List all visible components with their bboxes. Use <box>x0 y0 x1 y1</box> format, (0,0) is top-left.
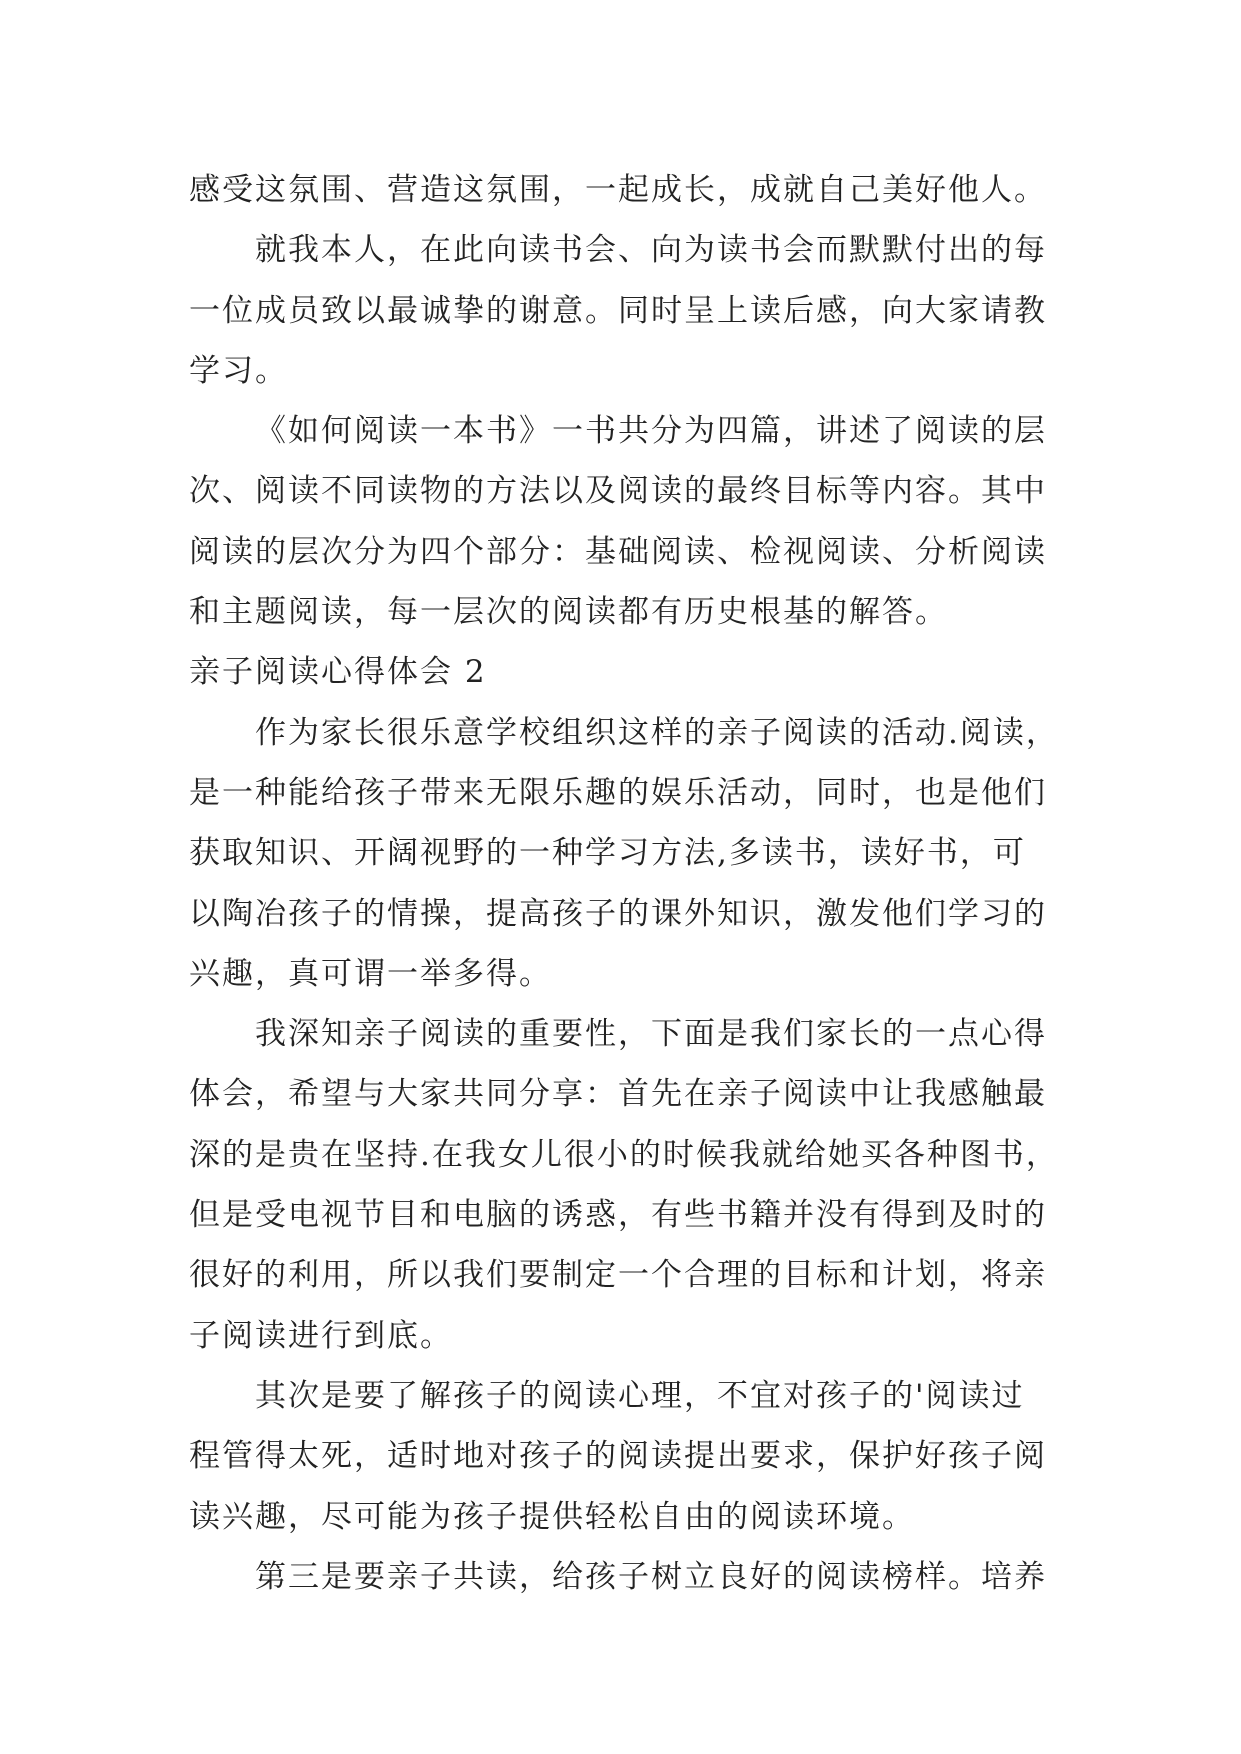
text-line: 是一种能给孩子带来无限乐趣的娱乐活动，同时，也是他们 <box>189 774 1047 811</box>
text-line: 和主题阅读，每一层次的阅读都有历史根基的解答。 <box>189 594 948 631</box>
text-line: 阅读的层次分为四个部分：基础阅读、检视阅读、分析阅读 <box>189 533 1047 570</box>
text-line: 感受这氛围、营造这氛围，一起成长，成就自己美好他人。 <box>189 172 1047 208</box>
text-line: 第三是要亲子共读，给孩子树立良好的阅读榜样。培养 <box>255 1558 1047 1595</box>
text-line: 我深知亲子阅读的重要性，下面是我们家长的一点心得 <box>255 1016 1047 1053</box>
text-line: 子阅读进行到底。 <box>189 1317 453 1354</box>
text-line: 但是受电视节目和电脑的诱惑，有些书籍并没有得到及时的 <box>189 1197 1047 1234</box>
text-line: 作为家长很乐意学校组织这样的亲子阅读的活动.阅读， <box>255 714 1059 751</box>
text-line: 获取知识、开阔视野的一种学习方法,多读书，读好书，可 <box>189 835 1026 872</box>
text-line: 很好的利用，所以我们要制定一个合理的目标和计划，将亲 <box>189 1257 1047 1294</box>
text-line: 体会，希望与大家共同分享：首先在亲子阅读中让我感触最 <box>189 1076 1047 1113</box>
text-line: 亲子阅读心得体会 2 <box>189 654 487 691</box>
text-line: 学习。 <box>189 352 288 389</box>
text-line: 读兴趣，尽可能为孩子提供轻松自由的阅读环境。 <box>189 1498 915 1535</box>
text-line: 《如何阅读一本书》一书共分为四篇，讲述了阅读的层 <box>255 413 1047 450</box>
text-line: 深的是贵在坚持.在我女儿很小的时候我就给她买各种图书， <box>189 1136 1059 1173</box>
text-line: 就我本人，在此向读书会、向为读书会而默默付出的每 <box>255 232 1047 269</box>
text-line: 以陶冶孩子的情操，提高孩子的课外知识，激发他们学习的 <box>189 895 1047 932</box>
text-line: 一位成员致以最诚挚的谢意。同时呈上读后感，向大家请教 <box>189 292 1047 329</box>
text-line: 其次是要了解孩子的阅读心理，不宜对孩子的'阅读过 <box>255 1377 1025 1414</box>
text-line: 程管得太死，适时地对孩子的阅读提出要求，保护好孩子阅 <box>189 1438 1047 1475</box>
text-line: 次、阅读不同读物的方法以及阅读的最终目标等内容。其中 <box>189 473 1047 510</box>
document-body <box>189 160 1069 1607</box>
text-line: 兴趣，真可谓一举多得。 <box>189 955 552 992</box>
